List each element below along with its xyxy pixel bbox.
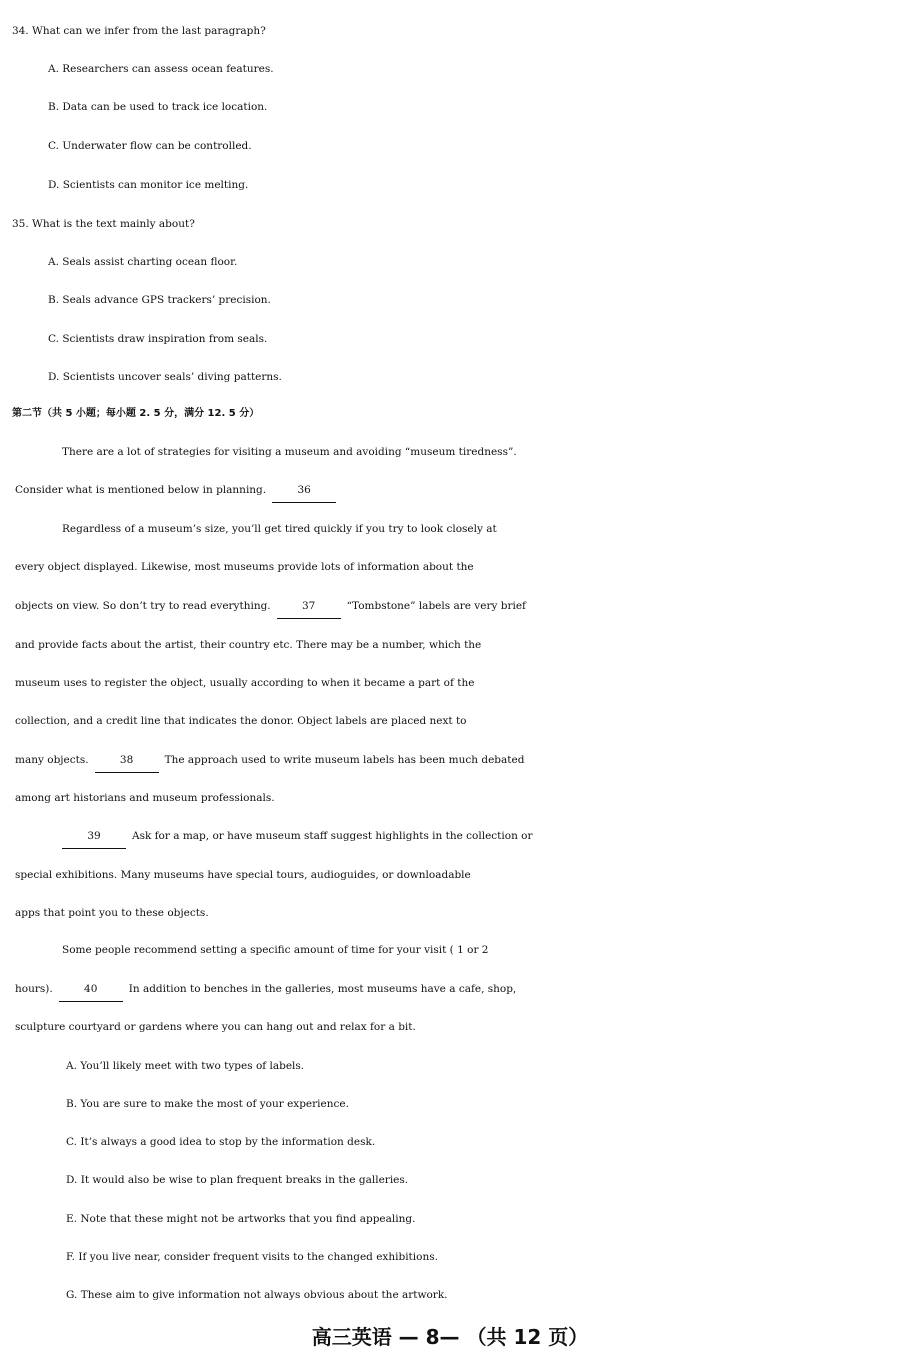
choice-c: C. It’s always a good idea to stop by the information desk. [66, 1136, 376, 1148]
passage-p4-text-b: In addition to benches in the galleries, most museums have a cafe, shop, [128, 983, 517, 995]
passage-p2-line-7 [0, 741, 900, 780]
question-35-option-c: C. Scientists draw inspiration from seals. [48, 333, 268, 345]
passage-p1-line-2 [0, 471, 900, 510]
blank-36: 36 [272, 478, 336, 503]
passage-p2-line-6: collection, and a credit line that indicates the donor. Object labels are placed next to [15, 715, 467, 727]
choice-f: F. If you live near, consider frequent visits to the changed exhibitions. [66, 1251, 438, 1263]
passage-p2-line-8: among art historians and museum professionals. [15, 792, 275, 804]
passage-p2-text-b: “Tombstone” labels are very brief [346, 600, 526, 612]
passage-p4-line-2 [0, 970, 900, 1009]
choice-d: D. It would also be wise to plan frequent breaks in the galleries. [66, 1174, 409, 1186]
passage-p4-line-1: Some people recommend setting a specific amount of time for your visit ( 1 or 2 [62, 944, 489, 956]
passage-p2-line-2: every object displayed. Likewise, most museums provide lots of information about the [15, 561, 474, 573]
question-34-option-d: D. Scientists can monitor ice melting. [48, 179, 249, 191]
section-2-heading: 第二节（共 5 小题；每小题 2. 5 分，满分 12. 5 分） [12, 408, 260, 419]
choice-e: E. Note that these might not be artworks that you find appealing. [66, 1213, 416, 1225]
passage-p3-line-3: apps that point you to these objects. [15, 907, 209, 919]
passage-p2-line-1: Regardless of a museum’s size, you’ll get tired quickly if you try to look closely at [62, 523, 497, 535]
passage-p4-text-a: hours). [15, 983, 53, 995]
passage-p2-line-4: and provide facts about the artist, their country etc. There may be a number, which the [15, 639, 482, 651]
question-35-stem: 35. What is the text mainly about? [12, 218, 195, 230]
blank-39: 39 [62, 824, 126, 849]
passage-p2-text-d: The approach used to write museum labels has been much debated [164, 754, 525, 766]
passage-p3-line-1 [0, 817, 900, 856]
question-35-option-d: D. Scientists uncover seals’ diving patterns. [48, 371, 282, 383]
page-footer: 高三英语 — 8— （共 12 页） [311, 1325, 589, 1349]
passage-p2-text-a: objects on view. So don’t try to read everything. [15, 600, 271, 612]
passage-p2-line-5: museum uses to register the object, usually according to when it became a part of the [15, 677, 475, 689]
passage-p4-line-3: sculpture courtyard or gardens where you can hang out and relax for a bit. [15, 1021, 416, 1033]
passage-p2-text-c: many objects. [15, 754, 89, 766]
choice-b: B. You are sure to make the most of your experience. [66, 1098, 349, 1110]
blank-38: 38 [95, 748, 159, 773]
question-34-option-a: A. Researchers can assess ocean features. [48, 63, 274, 75]
passage-p2-line-3 [0, 587, 900, 626]
question-35-option-a: A. Seals assist charting ocean floor. [48, 256, 238, 268]
blank-40: 40 [59, 977, 123, 1002]
choice-a: A. You’ll likely meet with two types of labels. [66, 1060, 305, 1072]
question-35-option-b: B. Seals advance GPS trackers’ precision. [48, 294, 271, 306]
blank-37: 37 [277, 594, 341, 619]
passage-p1-line-1: There are a lot of strategies for visiting a museum and avoiding “museum tiredness”. [62, 446, 517, 458]
choice-g: G. These aim to give information not always obvious about the artwork. [66, 1289, 448, 1301]
passage-p1-text: Consider what is mentioned below in planning. [15, 484, 267, 496]
question-34-option-b: B. Data can be used to track ice location. [48, 101, 268, 113]
question-34-option-c: C. Underwater flow can be controlled. [48, 140, 252, 152]
passage-p3-text: Ask for a map, or have museum staff suggest highlights in the collection or [132, 830, 533, 842]
question-34-stem: 34. What can we infer from the last paragraph? [12, 25, 266, 37]
passage-p3-line-2: special exhibitions. Many museums have special tours, audioguides, or downloadable [15, 869, 471, 881]
